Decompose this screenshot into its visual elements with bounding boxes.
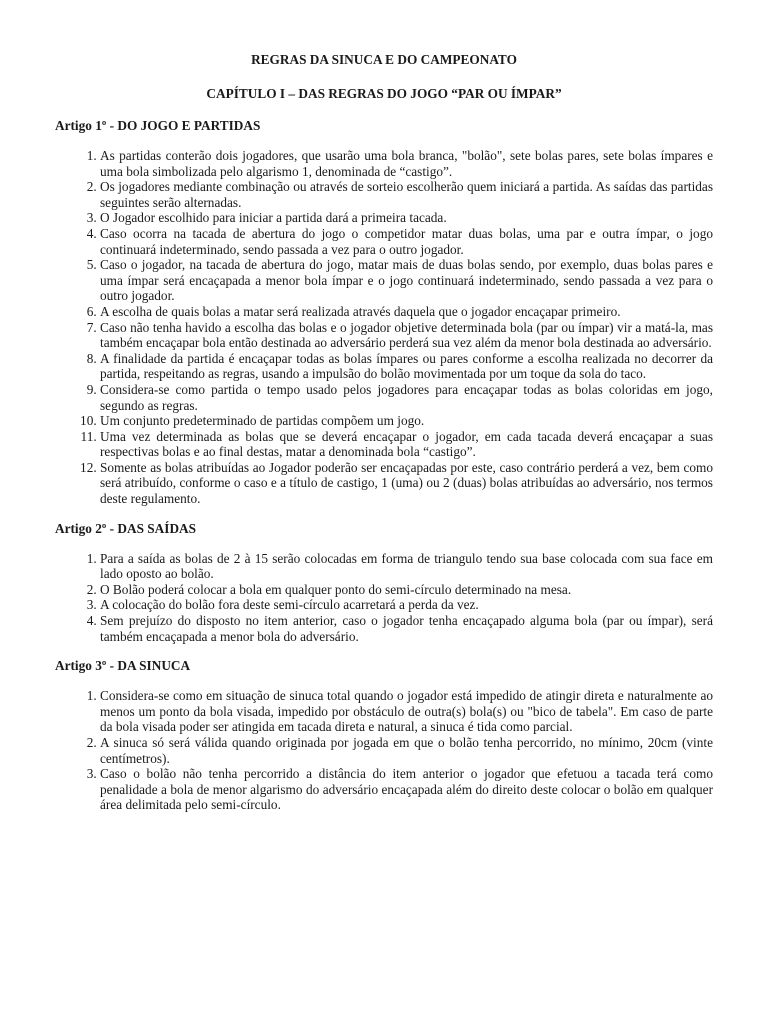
- chapter-title: CAPÍTULO I – DAS REGRAS DO JOGO “PAR OU ÍMPAR”: [206, 86, 562, 101]
- list-item: 1. As partidas conterão dois jogadores, que usarão uma bola branca, "bolão", sete bolas pares, sete bolas ímpares e uma bola simbolizada pelo algarismo 1, denominada de “castigo”.: [100, 148, 713, 179]
- list-item: 2. A sinuca só será válida quando originada por jogada em que o bolão tenha percorrido, no mínimo, 20cm (vinte centímetros).: [100, 735, 713, 766]
- article-section: [55, 118, 713, 507]
- list-item: 2. O Bolão poderá colocar a bola em qualquer ponto do semi-círculo determinado na mesa.: [100, 582, 713, 598]
- article-items-list: [55, 148, 713, 507]
- list-item: 6. A escolha de quais bolas a matar será realizada através daquela que o jogador encaçapar primeiro.: [100, 304, 713, 320]
- list-item: 1. Para a saída as bolas de 2 à 15 serão colocadas em forma de triangulo tendo sua base colocada com sua face em lado oposto ao bolão.: [100, 551, 713, 582]
- article-section: [55, 658, 713, 813]
- article-heading: Artigo 1º - DO JOGO E PARTIDAS: [55, 118, 261, 133]
- list-item: 7. Caso não tenha havido a escolha das bolas e o jogador objetive determinada bola (par ou ímpar) vir a matá-la, mas também encaçapar bola então destinada ao adversário perderá sua vez além da menor bola destinada ao adversário.: [100, 320, 713, 351]
- list-item: 2. Os jogadores mediante combinação ou através de sorteio escolherão quem iniciará a partida. As saídas das partidas seguintes serão alternadas.: [100, 179, 713, 210]
- list-item: 3. A colocação do bolão fora deste semi-círculo acarretará a perda da vez.: [100, 597, 713, 613]
- articles-container: [55, 118, 713, 813]
- list-item: 3. Caso o bolão não tenha percorrido a distância do item anterior o jogador que efetuou a tacada terá como penalidade a bola de menor algarismo do adversário encaçapada além do direito deste colocar o bolão em qualquer área delimitada pelo semi-círculo.: [100, 766, 713, 813]
- list-item: 11. Uma vez determinada as bolas que se deverá encaçapar o jogador, em cada tacada deverá encaçapar a suas respectivas bolas e ao final destas, matar a denominada bola “castigo”.: [100, 429, 713, 460]
- list-item: 12. Somente as bolas atribuídas ao Jogador poderão ser encaçapadas por este, caso contrário perderá a vez, bem como será atribuído, conforme o caso e a título de castigo, 1 (uma) ou 2 (duas) bolas atribuídas ao adversário, nos termos deste regulamento.: [100, 460, 713, 507]
- article-heading: Artigo 3º - DA SINUCA: [55, 658, 191, 674]
- list-item: 4. Sem prejuízo do disposto no item anterior, caso o jogador tenha encaçapado alguma bola (par ou ímpar), será também encaçapada a menor bola do adversário.: [100, 613, 713, 644]
- list-item: 3. O Jogador escolhido para iniciar a partida dará a primeira tacada.: [100, 210, 713, 226]
- article-items-list: [55, 551, 713, 645]
- article-items-list: [55, 688, 713, 813]
- list-item: 10. Um conjunto predeterminado de partidas compõem um jogo.: [100, 413, 713, 429]
- document-title: REGRAS DA SINUCA E DO CAMPEONATO: [251, 52, 517, 67]
- article-heading: Artigo 2º - DAS SAÍDAS: [55, 520, 197, 536]
- article-section: [55, 521, 713, 645]
- list-item: 5. Caso o jogador, na tacada de abertura do jogo, matar mais de duas bolas sendo, por exemplo, duas bolas pares e uma ímpar será encaçapada a menor bola ímpar e o jogo continuará indeterminado, sendo passada a vez para o outro jogador.: [100, 257, 713, 304]
- list-item: 9. Considera-se como partida o tempo usado pelos jogadores para encaçapar todas as bolas coloridas em jogo, segundo as regras.: [100, 382, 713, 413]
- list-item: 8. A finalidade da partida é encaçapar todas as bolas ímpares ou pares conforme a escolha realizada no decorrer da partida, respeitando as regras, usando a impulsão do bolão movimentada por um toque da sola do taco.: [100, 351, 713, 382]
- list-item: 1. Considera-se como em situação de sinuca total quando o jogador está impedido de atingir direta e naturalmente ao menos um ponto da bola visada, impedido por obstáculo de outra(s) bola(s) ou "bico de tabela". Em caso de parte da bola visada poder ser atingida em tacada direta e natural, a sinuca é tida como parcial.: [100, 688, 713, 735]
- list-item: 4. Caso ocorra na tacada de abertura do jogo o competidor matar duas bolas, uma par e outra ímpar, o jogo continuará indeterminado, sendo passada a vez para o outro jogador.: [100, 226, 713, 257]
